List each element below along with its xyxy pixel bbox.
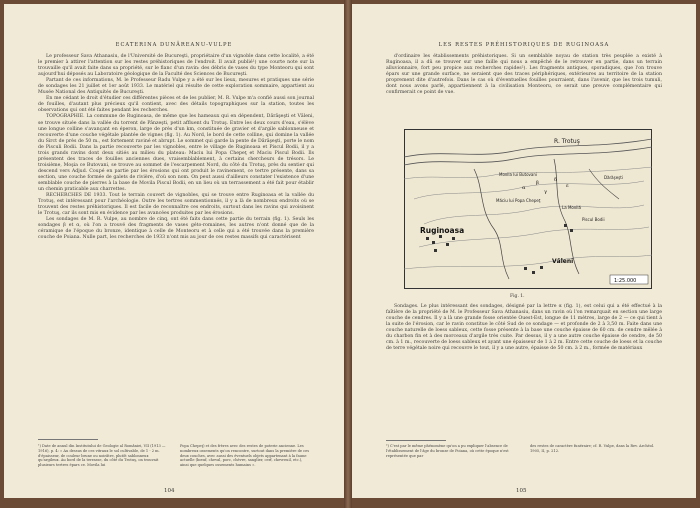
- sondage-letter: ε: [566, 183, 569, 189]
- sondage-letter: δ: [554, 177, 558, 183]
- figure-caption: Fig. 1.: [510, 294, 525, 299]
- topographic-map: [404, 129, 652, 289]
- map-label: La Movilă: [562, 205, 581, 210]
- paragraph: d'ordinaire les établissements préhistoriques. Si un semblable noyau de station très peuplée a existé à Ruginoasa, il a dû se trouver sur une faille qui nous a empêché de le retrouver en partie, dans un terrain alluvionnaire, fort peu propice aux recherches rapides²). Les fragments antiques, sporadiques, que l'on trouve épars sur une grande surface, ne seraient que des traces périphériques, extérieures au territoire de la station proprement dite d'autrefois. Dans le cas où d'éventuelles fouilles pourraient, dans l'avenir, que les trois tumuli, dont nous avons parlé, appartiennent à la civilisation Monteoru, ce serait une preuve complémentaire qui confirmerait ce point de vue.: [386, 54, 662, 96]
- map-label-town: Ruginoasa: [420, 226, 465, 235]
- right-footnote-col1: ²) C'est par le même phénomène qu'on a pu expliquer l'absence de l'établissement de l'âge du bronze de Poiana, où cette époque n'est représentée que par: [386, 444, 509, 458]
- book-gutter: [344, 0, 352, 508]
- left-running-head: ECATERINA DUNĂREANU-VULPE: [115, 42, 233, 48]
- paragraph: Les sondages de M. R. Vulpe, au nombre de cinq, ont été faits dans cette partie du terrain (fig. 1). Seuls les sondages β et α, où l'on a trouvé des fragments de vases géto-romaines, les autres n'ont donné que de la céramique de l'époque du bronze, identique à celle de Monteoru et à celle qui a été trouvée dans la première couche de Poiana. Nulle part, les recherches de 1933 n'ont mis au jour de ces restes massifs qui caractérisent: [38, 217, 314, 241]
- left-main-text: [38, 54, 314, 241]
- paragraph: RECHERCHES DE 1933. Tout le terrain couvert de vignobles, qui se trouve entre Ruginoasa et la vallée du Trotuş, est intéressant pour l'archéologie. Outre les tertres sommentionnés, il y a là de nombreux endroits où se trouvent des restes préhistoriques. Il est facile de reconnaître ces endroits, surtout dans les ravins qui avoisinent le Trotuş, car ils sont mis en évidence par les avancées produites par les érosions.: [38, 193, 314, 217]
- page-number-left: 104: [164, 488, 175, 494]
- footnote-rule: [386, 440, 446, 441]
- paragraph: Sondages. Le plus intéressant des sondages, désigné par la lettre α (fig. 1), est celui qui a été effectué à la faîtière de la propriété de M. le Professeur Sava Athanasiu, dans un ravin où l'on remarquait en section une large couche de cendres. Il y a là une grande fosse orientée Ouest-Est, longue de 11 mètres, large de 2 — ce qui tient à la suite de l'érosion, car le ravin constitue le côté Sud de ce sondage — et profonde de 2 à 3,50 m. Faite dans une couche naturelle de loess sableux, cette fosse présente à la base une couche épaisse de 60 cm. de cendre mêlée à du charbon fin et à des morceaux d'argile très cuite. Par dessus, il y a une autre couche épaisse de cendre, de 50 cm. à 1 m., recouverte de loess sableux et ayant une épaisseur de 1 à 2 m. Entre cette couche de loess et la couche de terre végétale noire qui recouvre le tout, il y a une autre, épaisse de 50 cm. à 2 m., formée de matériaux: [386, 304, 662, 352]
- paragraph: Le professeur Sava Athanasiu, de l'Université de Bucureşti, propriétaire d'un vignoble dans cette localité, a été le premier à attirer l'attention sur les restes préhistoriques de l'endroit. Il avait publié¹) une courte note sur la trouvaille qu'il avait faite dans sa propriété, sur le flanc d'un ravin: des débris de vases du type Monteoru qui sont aujourd'hui déposés au Laboratoire géologique de la Faculté des Sciences de Bucureşti.: [38, 54, 314, 78]
- sondage-letter: α: [522, 185, 526, 191]
- left-footnote-col2: Popa Chepeţ) et des frères avec des restes de poterie ancienne. Les nombreux ossements qu'on rencontre, surtout dans la première de ces deux couches, avec aussi des éventuels objets appartenant à la faune actuelle (bœuf, cheval, porc, chèvre, sanglier, cerf, chevreuil, etc.), ainsi que quelques ossements humains ».: [180, 444, 310, 468]
- map-label-town: Văleni: [552, 258, 574, 265]
- paragraph: Partant de ces informations, M. le Professeur Radu Vulpe y a été sur les lieux, mesures et pratiques une série de sondages les 21 juillet et 1er août 1933. Le matériel qui résulte de cette exploration sommaire, appartient au Musée National des Antiquités de Bucureşti.: [38, 78, 314, 96]
- map-label: Piscul Bodii: [582, 217, 605, 222]
- map-label: Movila lui Butovani: [499, 172, 537, 177]
- map-label: Măciu lui Popa Chepeţ: [496, 198, 541, 203]
- right-footnote-col2: des restes de caractère funéraire; cf. R. Vulpe, dans la Rev. Archéol. 1905, II, p. 212.: [530, 444, 655, 453]
- sondage-letter: β: [536, 180, 539, 186]
- map-label: Dărăşeşti: [604, 175, 623, 180]
- left-page: [4, 4, 344, 498]
- sondage-letter: γ: [544, 189, 547, 195]
- map-scale: 1:25.000: [614, 278, 637, 284]
- left-footnote-col1: ¹) Date de annul din Institutului de Geologie al României, VII (1913 — 1916), p. 4: « Au dessus de ces vitraux le sol cultivable, de 1 - 2 m. d'épaisseur, de couleur brune ou noirâtre, plutôt sablonneux qu'argileux. Au bord de la terrasse, du côté du Trotuş, on trouvait plusieurs tertres épars ce. Movila lui: [38, 444, 166, 468]
- paragraph: En me cédant le droit d'étudier ces différentes pièces et de les publier, M. R. Vulpe m'a confié aussi son journal de fouilles, d'autant plus précieux qu'il contient, avec des détails topographiques sur la station, toutes les observations qui ont été faites pendant les recherches.: [38, 96, 314, 114]
- right-bottom-text: [386, 304, 662, 352]
- map-label-river: R. Trotuş: [554, 138, 580, 145]
- footnote-rule: [38, 439, 98, 440]
- right-page: [352, 4, 696, 498]
- page-number-right: 105: [516, 488, 527, 494]
- right-top-text: [386, 54, 662, 96]
- right-running-head: LES RESTES PRÉHISTORIQUES DE RUGINOASA: [438, 42, 610, 48]
- paragraph: TOPOGRAPHIE. La commune de Ruginoasa, de même que les hameaux qui en dépendent, Dărăşeşti et Văleni, se trouve située dans la vallée du torrent de Pânzeşti, petit affluent du Trotuş. Entre les deux cours d'eau, s'élève une longue colline s'avançant en éperon, large de près d'un km, constituée de gravier et d'argile sablonneuse et recouverte d'une couche végétale plantée de vignes (fig. 1). Au Nord, le bord de cette colline, qui domine la vallée du Sirct de près de 50 m., est fortement raviné et abrupt. Le sommet qui garde la pente de Dărăşeşti, porte le nom de Pisculi Bodii. Dans la partie recouverte par les vignobles, entre le village de Ruginoasa et Piscul Bodii, il y a trois grands ravins dont deux sitiés au milieu du plateau: Maciu lui Popa Chepeţ et Maciu Piscul Bodii. Ils présentent des traces de fouilles anciennes dues, vraisemblablement, à certains chercheurs de trésors. Le troisième, Moşia ce Butovani, se trouve au sommet de l'escarpement Nord, du côté du Trotuş, près du sentier qui descend vers Adjud. Coupé en partie par les érosions qui ont produit le ravinement, ce tertre présente, dans sa section, une couche formée de galets de rivière, d'où son nom. On peut aussi d'ailleurs constater l'existence d'une semblable couche de pierres à la base de Movila Piscul Bodii, en un lieu où un terrassement a été fait pour établir un chemin praticable aux charrettes.: [38, 114, 314, 193]
